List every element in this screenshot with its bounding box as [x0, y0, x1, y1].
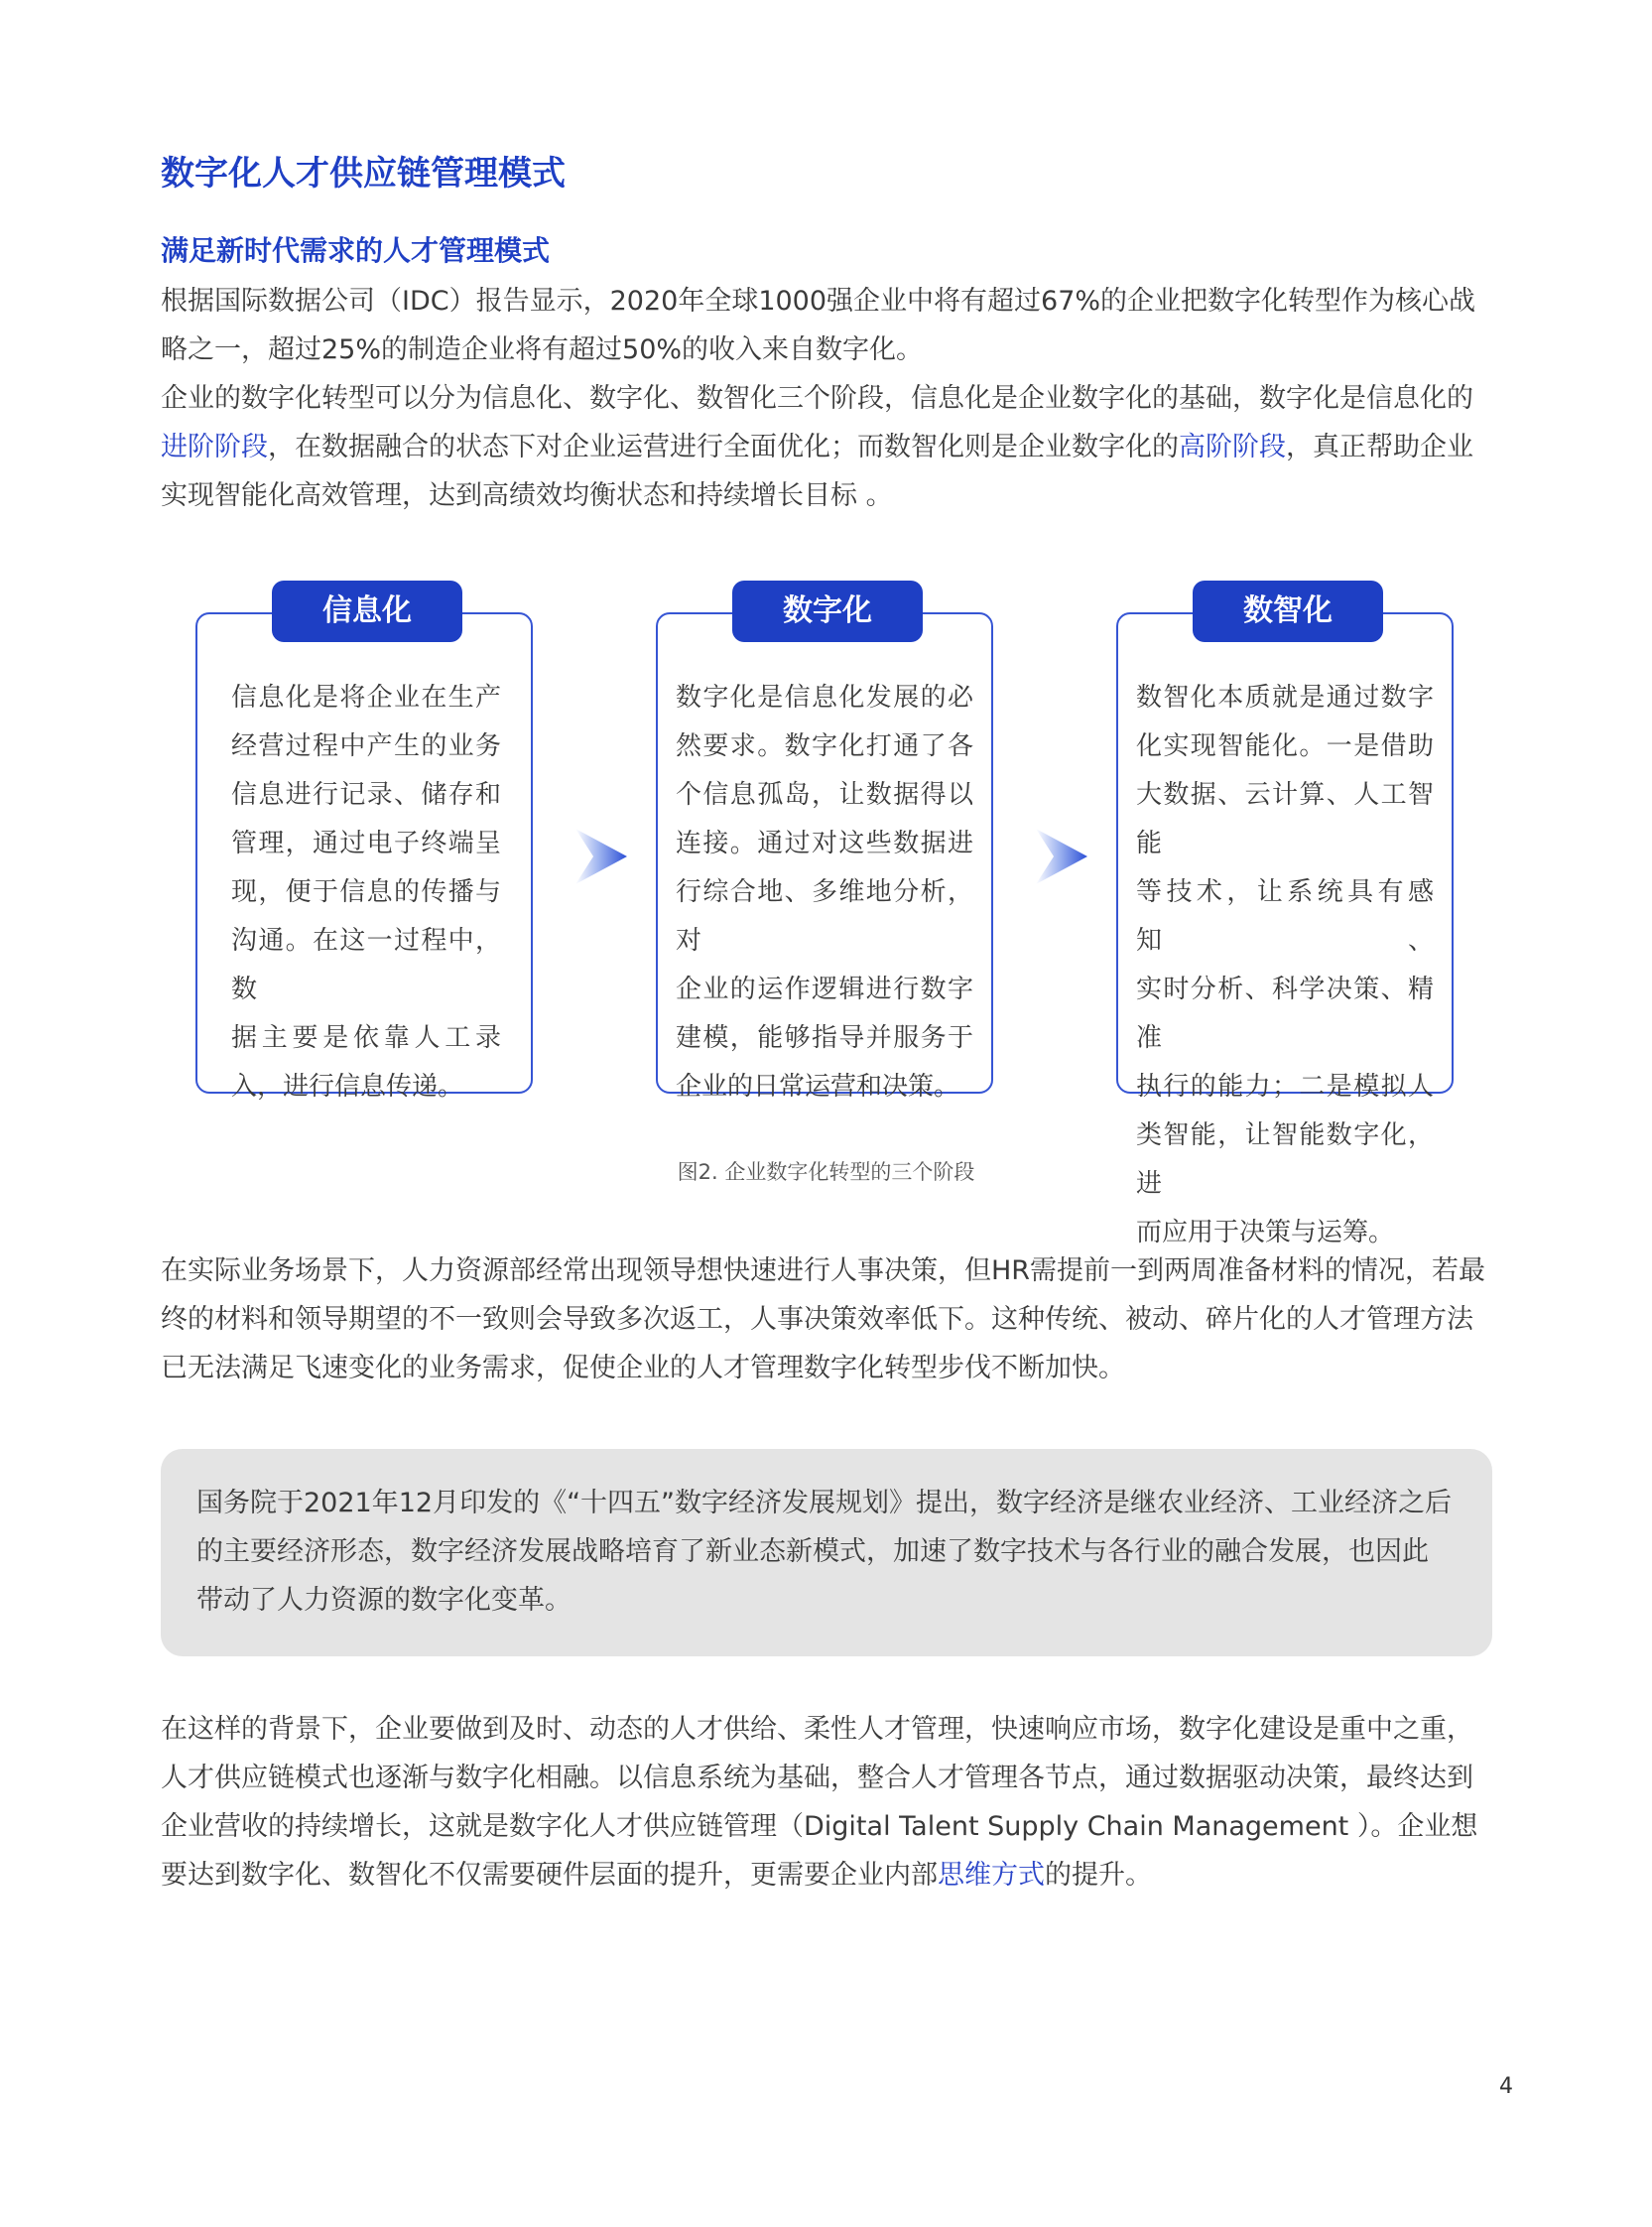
quote-text: 国务院于2021年12月印发的《“十四五”数字经济发展规划》提出，数字经济是继农业经济、工业经济之后的主要经济形态，数字经济发展战略培育了新业态新模式，加速了数字技术与各行业的融合发展，也因此带动了人力资源的数字化变革。: [196, 1488, 1453, 1616]
stage-label: 信息化: [272, 581, 462, 642]
arrow-right-icon: [1034, 827, 1089, 886]
intro-paragraph: 根据国际数据公司（IDC）报告显示，2020年全球1000强企业中将有超过67%的企业把数字化转型作为核心战略之一，超过25%的制造企业将有超过50%的收入来自数字化。 企业的数字化转型可以分为信息化、数字化、数智化三个阶段，信息化是企业数字化的基础，数字化是信息化的进阶阶段，在数据融合的状态下对企业运营进行全面优化；而数智化则是企业数字化的高阶阶段，真正帮助企业实现智能化高效管理，达到高绩效均衡状态和持续增长目标 。: [161, 277, 1492, 520]
stage-description: 数字化是信息化发展的必 然要求。数字化打通了各 个信息孤岛，让数据得以 连接。通过对这些数据进 行综合地、多维地分析，对 企业的运作逻辑进行数字 建模，能够指导并服务于 企业的日常运营和决策。: [676, 683, 973, 1102]
figure-caption: 图2. 企业数字化转型的三个阶段: [677, 1160, 975, 1184]
quote-box: [161, 1449, 1492, 1656]
page-number: 4: [1499, 2074, 1513, 2099]
stage-card-digitalization: [656, 593, 993, 1102]
stage-label: 数字化: [732, 581, 923, 642]
highlight-high-stage: 高阶阶段: [1179, 432, 1286, 462]
stage-description: 信息化是将企业在生产 经营过程中产生的业务 信息进行记录、储存和 管理，通过电子终端呈 现，便于信息的传播与 沟通。在这一过程中，数 据主要是依靠人工录 入，进行信息传递。: [231, 683, 501, 1102]
highlight-advanced-stage: 进阶阶段: [161, 432, 268, 462]
hr-paragraph: 在实际业务场景下，人力资源部经常出现领导想快速进行人事决策，但HR需提前一到两周准备材料的情况，若最终的材料和领导期望的不一致则会导致多次返工，人事决策效率低下。这种传统、被动、碎片化的人才管理方法已无法满足飞速变化的业务需求，促使企业的人才管理数字化转型步伐不断加快。: [161, 1255, 1486, 1383]
section-title: 数字化人才供应链管理模式: [161, 154, 566, 194]
stages-paragraph: 企业的数字化转型可以分为信息化、数字化、数智化三个阶段，信息化是企业数字化的基础，数字化是信息化的进阶阶段，在数据融合的状态下对企业运营进行全面优化；而数智化则是企业数字化的高阶阶段，真正帮助企业实现智能化高效管理，达到高绩效均衡状态和持续增长目标 。: [161, 383, 1473, 511]
highlight-thinking-mode: 思维方式: [938, 1860, 1045, 1891]
subsection-title: 满足新时代需求的人才管理模式: [161, 234, 551, 267]
stage-label: 数智化: [1193, 581, 1383, 642]
conclusion-paragraph: 在这样的背景下，企业要做到及时、动态的人才供给、柔性人才管理，快速响应市场，数字化建设是重中之重，人才供应链模式也逐渐与数字化相融。以信息系统为基础，整合人才管理各节点，通过数据驱动决策，最终达到企业营收的持续增长，这就是数字化人才供应链管理（Digital Talent Supply Chain Management ）。企业想要达到数字化、数智化不仅需要硬件层面的提升，更需要企业内部思维方式的提升。: [161, 1714, 1478, 1891]
stage-description: 数智化本质就是通过数字 化实现智能化。一是借助 大数据、云计算、人工智能 等技术，让系统具有感知、 实时分析、科学决策、精准 执行的能力；二是模拟人 类智能，让智能数字化，进 而应用于决策与运筹。: [1136, 683, 1434, 1247]
stage-card-informatization: [195, 593, 533, 1102]
stage-card-intelligentization: [1116, 593, 1454, 1247]
arrow-right-icon: [573, 827, 629, 886]
